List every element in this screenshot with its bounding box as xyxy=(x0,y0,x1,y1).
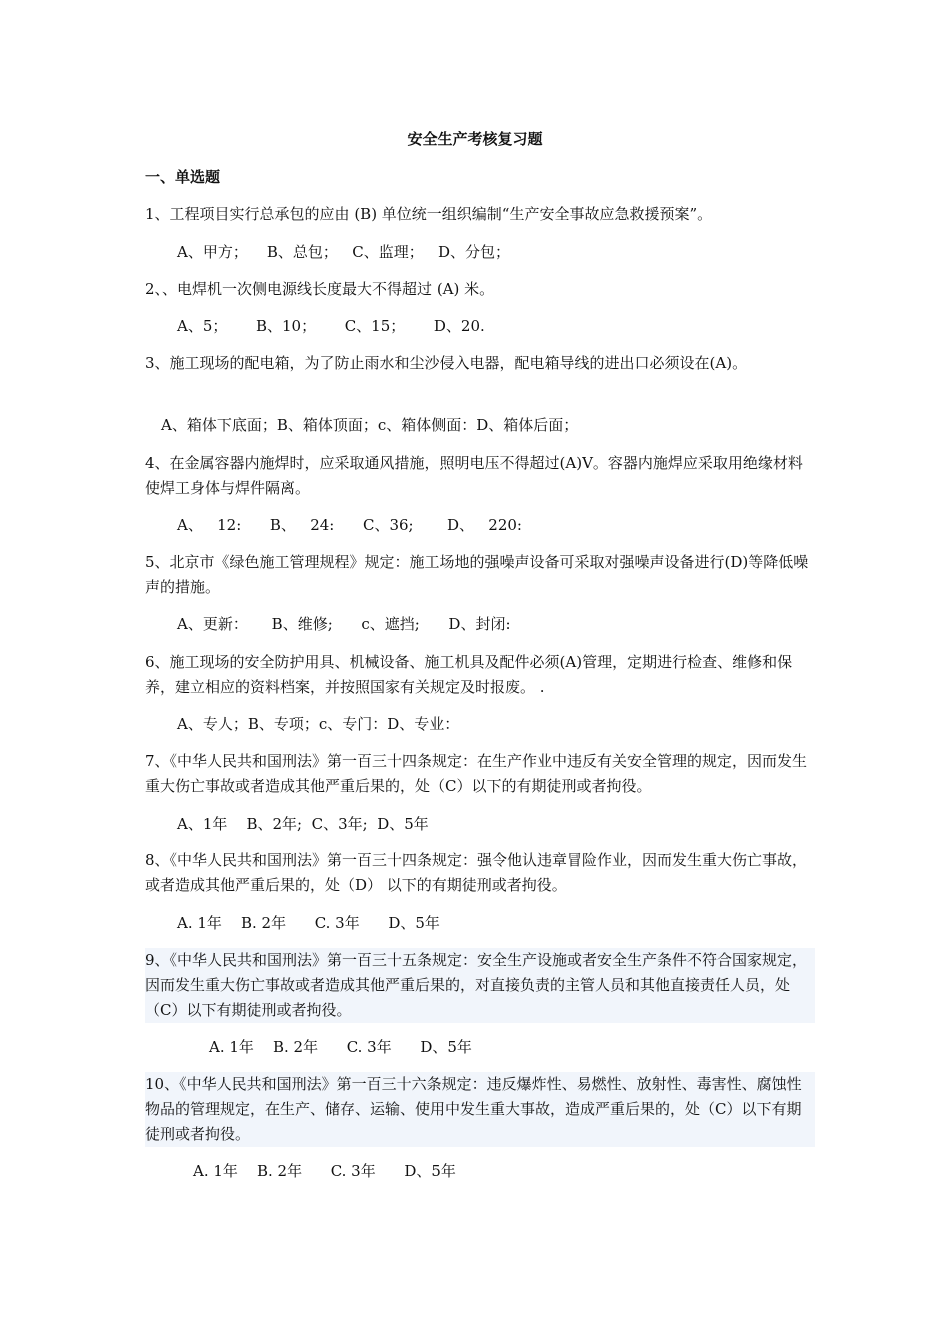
section-heading: 一、单选题 xyxy=(145,168,221,186)
question-7: 7、《中华人民共和国刑法》第一百三十四条规定：在生产作业中违反有关安全管理的规定，因而发生重大伤亡事故或者造成其他严重后果的，处（C）以下的有期徒刑或者拘役。 xyxy=(145,752,808,795)
question-8: 8、《中华人民共和国刑法》第一百三十四条规定：强令他认违章冒险作业，因而发生重大伤亡事故，或者造成其他严重后果的，处（D） 以下的有期徒刑或者拘役。 xyxy=(145,851,808,894)
question-8-options: A. 1年 B. 2年 C. 3年 D、5年 xyxy=(177,914,440,932)
question-10: 10、《中华人民共和国刑法》第一百三十六条规定：违反爆炸性、易燃性、放射性、毒害性、腐蚀性物品的管理规定，在生产、储存、运输、使用中发生重大事故，造成严重后果的，处（C）以下有期徒刑或者拘役。 xyxy=(145,1072,815,1147)
question-3: 3、施工现场的配电箱，为了防止雨水和尘沙侵入电器，配电箱导线的进出口必须设在(A)。 xyxy=(145,354,748,372)
question-7-options: A、1年 B、2年; C、3年; D、5年 xyxy=(177,815,429,833)
question-3-options: A、箱体下底面；B、箱体顶面；c、箱体侧面：D、箱体后面； xyxy=(161,416,579,434)
question-2: 2、、电焊机一次侧电源线长度最大不得超过 (A) 米。 xyxy=(145,280,495,298)
question-6: 6、施工现场的安全防护用具、机械设备、施工机具及配件必须(A)管理，定期进行检查、维修和保养，建立相应的资料档案，并按照国家有关规定及时报废。 . xyxy=(145,653,793,696)
question-10-options: A. 1年 B. 2年 C. 3年 D、5年 xyxy=(193,1162,456,1180)
question-6-options: A、专人；B、专项；c、专门：D、专业： xyxy=(177,715,460,733)
question-4: 4、在金属容器内施焊时，应采取通风措施，照明电压不得超过(A)V。容器内施焊应采取用绝缘材料使焊工身体与焊件隔离。 xyxy=(145,454,803,497)
question-2-options: A、5； B、10； C、15； D、20. xyxy=(177,317,485,335)
question-1-options: A、甲方； B、总包； C、监理； D、分包； xyxy=(177,243,511,261)
page-title: 安全生产考核复习题 xyxy=(407,130,543,148)
question-9-options: A. 1年 B. 2年 C. 3年 D、5年 xyxy=(209,1038,472,1056)
question-5-options: A、更新： B、维修; c、遮挡; D、封闭: xyxy=(177,615,511,633)
question-5: 5、北京市《绿色施工管理规程》规定：施工场地的强噪声设备可采取对强噪声设备进行(D)等降低噪声的措施。 xyxy=(145,553,809,596)
question-4-options: A、 12: B、 24: C、36; D、 220: xyxy=(177,516,522,534)
question-1: 1、工程项目实行总承包的应由 (B) 单位统一组织编制“生产安全事故应急救援预案”。 xyxy=(145,205,713,223)
question-9: 9、《中华人民共和国刑法》第一百三十五条规定：安全生产设施或者安全生产条件不符合国家规定，因而发生重大伤亡事故或者造成其他严重后果的，对直接负责的主管人员和其他直接责任人员，处（C）以下有期徒刑或者拘役。 xyxy=(145,948,815,1023)
